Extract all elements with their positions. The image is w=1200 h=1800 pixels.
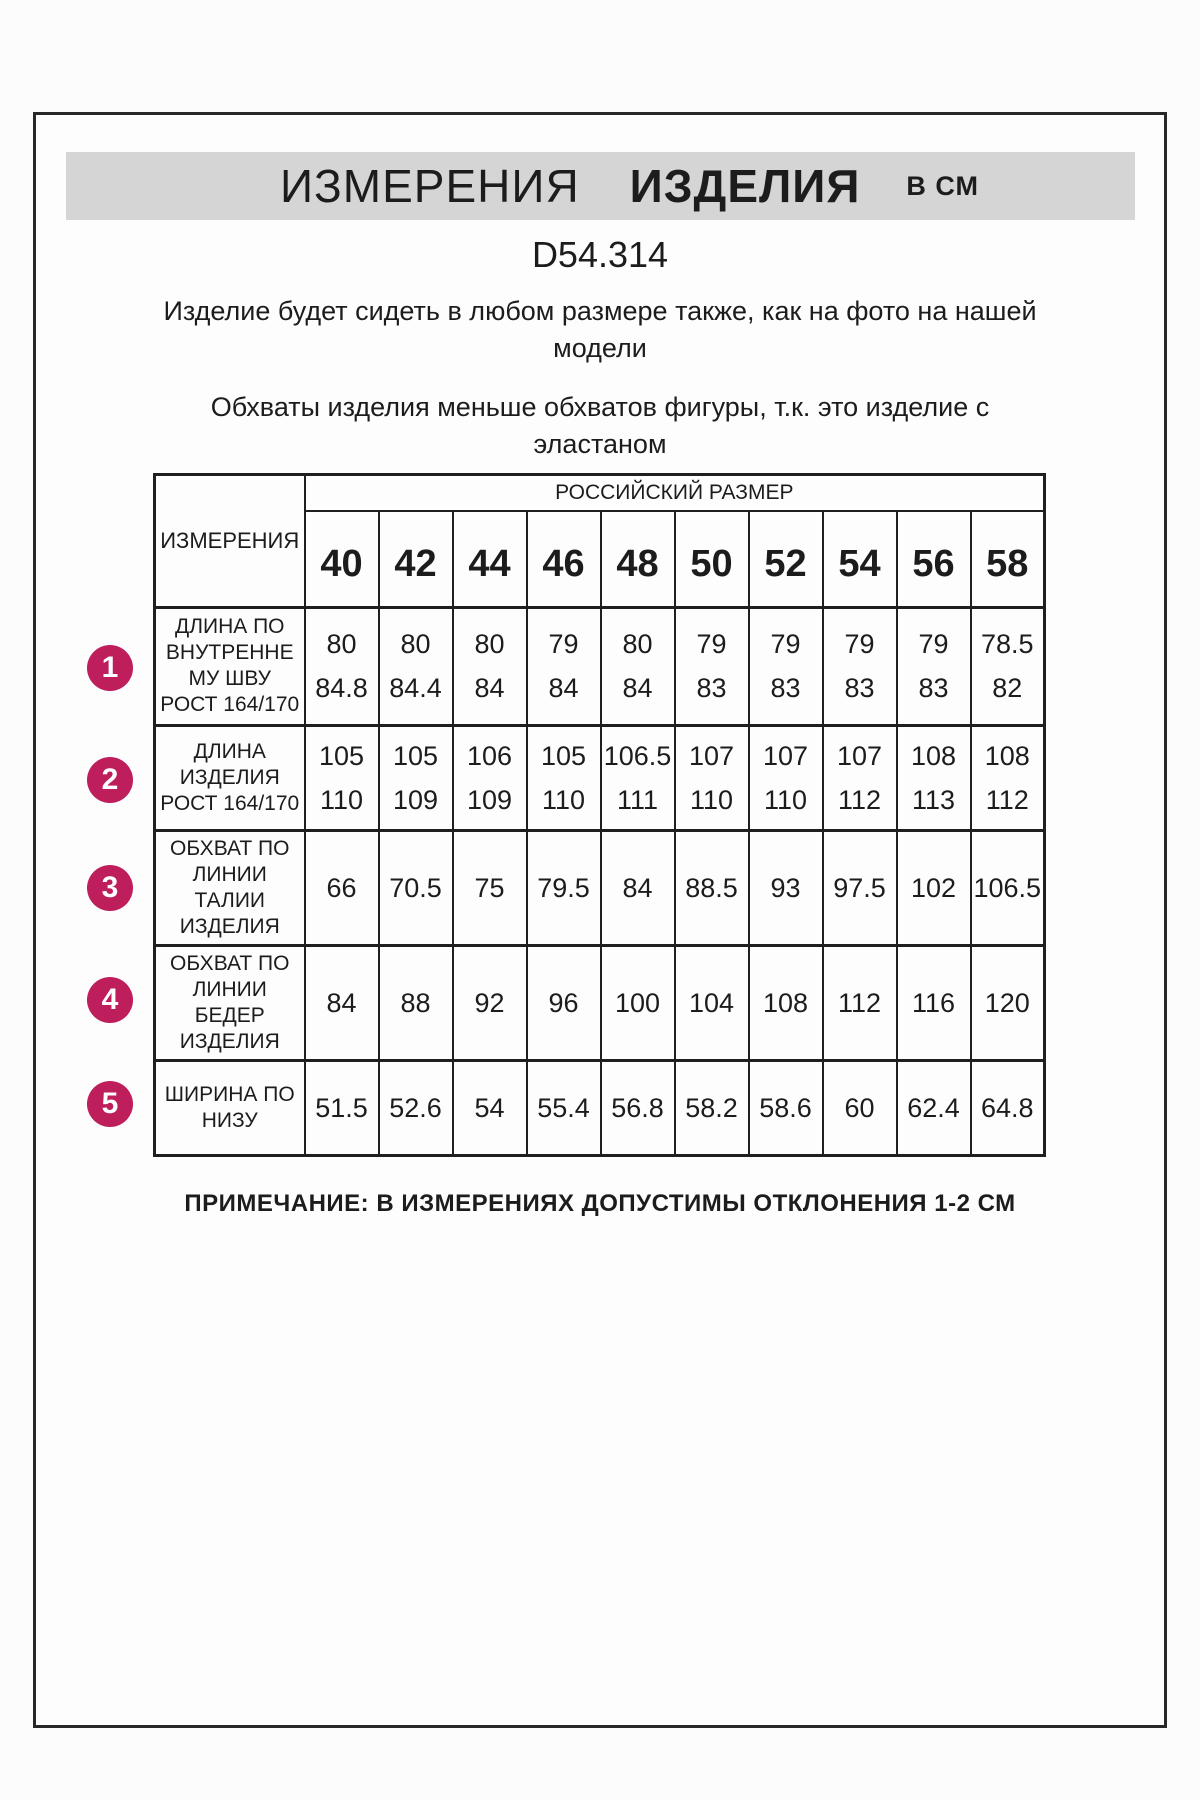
measurement-value-cell: 96 [527,945,601,1060]
measurement-label: ДЛИНА ПО ВНУТРЕННЕ МУ ШВУ РОСТ 164/170 [155,607,305,725]
intro-paragraph-fit: Изделие будет сидеть в любом размере также, как на фото на нашей модели [163,296,1037,363]
measurement-row [155,1060,1045,1155]
measurement-value-cell: 80 84 [601,607,675,725]
size-column-header: 40 [305,511,379,607]
measurement-value-cell: 105 110 [527,725,601,830]
measurement-value-cell: 93 [749,830,823,945]
measurement-value-cell: 80 84.4 [379,607,453,725]
group-header-row [155,475,1045,512]
measurement-value-cell: 92 [453,945,527,1060]
measurement-value-cell: 116 [897,945,971,1060]
measurement-value-cell: 58.2 [675,1060,749,1155]
measurement-row [155,945,1045,1060]
row-number-badge: 1 [87,645,133,691]
measurement-value-cell: 108 113 [897,725,971,830]
measurement-value-cell: 78.5 82 [971,607,1045,725]
measurement-value-cell: 79 83 [897,607,971,725]
measurement-row [155,830,1045,945]
title-word-measurements: ИЗМЕРЕНИЯ [279,160,580,212]
measurement-value-cell: 105 110 [305,725,379,830]
measurement-value-cell: 79 83 [675,607,749,725]
measurement-value-cell: 56.8 [601,1060,675,1155]
measurement-value-cell: 108 [749,945,823,1060]
measurement-value-cell: 100 [601,945,675,1060]
measurement-row [155,725,1045,830]
measurement-value-cell: 79.5 [527,830,601,945]
size-column-header: 50 [675,511,749,607]
corner-header: ИЗМЕРЕНИЯ [155,475,305,608]
measurement-value-cell: 88 [379,945,453,1060]
measurement-value-cell: 112 [823,945,897,1060]
model-code: D54.314 [531,234,669,275]
measurement-value-cell: 64.8 [971,1060,1045,1155]
measurement-value-cell: 70.5 [379,830,453,945]
size-column-header: 48 [601,511,675,607]
measurement-value-cell: 106 109 [453,725,527,830]
measurement-value-cell: 66 [305,830,379,945]
measurement-value-cell: 120 [971,945,1045,1060]
measurement-value-cell: 108 112 [971,725,1045,830]
size-column-header: 56 [897,511,971,607]
measurement-value-cell: 51.5 [305,1060,379,1155]
measurement-value-cell: 54 [453,1060,527,1155]
title-word-product: ИЗДЕЛИЯ [629,160,861,212]
measurement-value-cell: 104 [675,945,749,1060]
measurement-value-cell: 107 110 [749,725,823,830]
row-number-badge: 4 [87,977,133,1023]
measurement-value-cell: 102 [897,830,971,945]
intro-paragraph-elastane: Обхваты изделия меньше обхватов фигуры, т.к. это изделие с эластаном [210,392,990,459]
measurement-value-cell: 84 [601,830,675,945]
row-number-badge: 3 [87,865,133,911]
measurement-value-cell: 75 [453,830,527,945]
russian-size-group-header: РОССИЙСКИЙ РАЗМЕР [305,475,1045,512]
title-band [66,152,1135,220]
measurement-value-cell: 105 109 [379,725,453,830]
measurement-value-cell: 60 [823,1060,897,1155]
row-number-badge: 5 [87,1081,133,1127]
measurement-value-cell: 79 83 [749,607,823,725]
measurement-value-cell: 97.5 [823,830,897,945]
measurement-label: ОБХВАТ ПО ЛИНИИ ТАЛИИ ИЗДЕЛИЯ [155,830,305,945]
size-column-header: 54 [823,511,897,607]
measurement-value-cell: 79 83 [823,607,897,725]
measurement-value-cell: 107 112 [823,725,897,830]
measurement-label: ШИРИНА ПО НИЗУ [155,1060,305,1155]
measurement-value-cell: 79 84 [527,607,601,725]
size-column-header: 58 [971,511,1045,607]
measurement-row [155,607,1045,725]
row-number-badge: 2 [87,757,133,803]
size-measurements-table [153,473,1046,1157]
size-column-header: 46 [527,511,601,607]
title-unit: В СМ [906,170,980,201]
measurement-value-cell: 84 [305,945,379,1060]
measurement-value-cell: 80 84.8 [305,607,379,725]
measurement-label: ОБХВАТ ПО ЛИНИИ БЕДЕР ИЗДЕЛИЯ [155,945,305,1060]
measurement-value-cell: 52.6 [379,1060,453,1155]
measurement-value-cell: 106.5 [971,830,1045,945]
measurement-value-cell: 58.6 [749,1060,823,1155]
measurement-label: ДЛИНА ИЗДЕЛИЯ РОСТ 164/170 [155,725,305,830]
size-column-header: 42 [379,511,453,607]
size-column-header: 44 [453,511,527,607]
measurement-value-cell: 55.4 [527,1060,601,1155]
measurement-value-cell: 106.5 111 [601,725,675,830]
size-column-header: 52 [749,511,823,607]
measurement-value-cell: 62.4 [897,1060,971,1155]
measurement-value-cell: 80 84 [453,607,527,725]
measurement-value-cell: 107 110 [675,725,749,830]
measurement-value-cell: 88.5 [675,830,749,945]
tolerance-footnote: ПРИМЕЧАНИЕ: В ИЗМЕРЕНИЯХ ДОПУСТИМЫ ОТКЛОНЕНИЯ 1-2 СМ [184,1190,1016,1217]
